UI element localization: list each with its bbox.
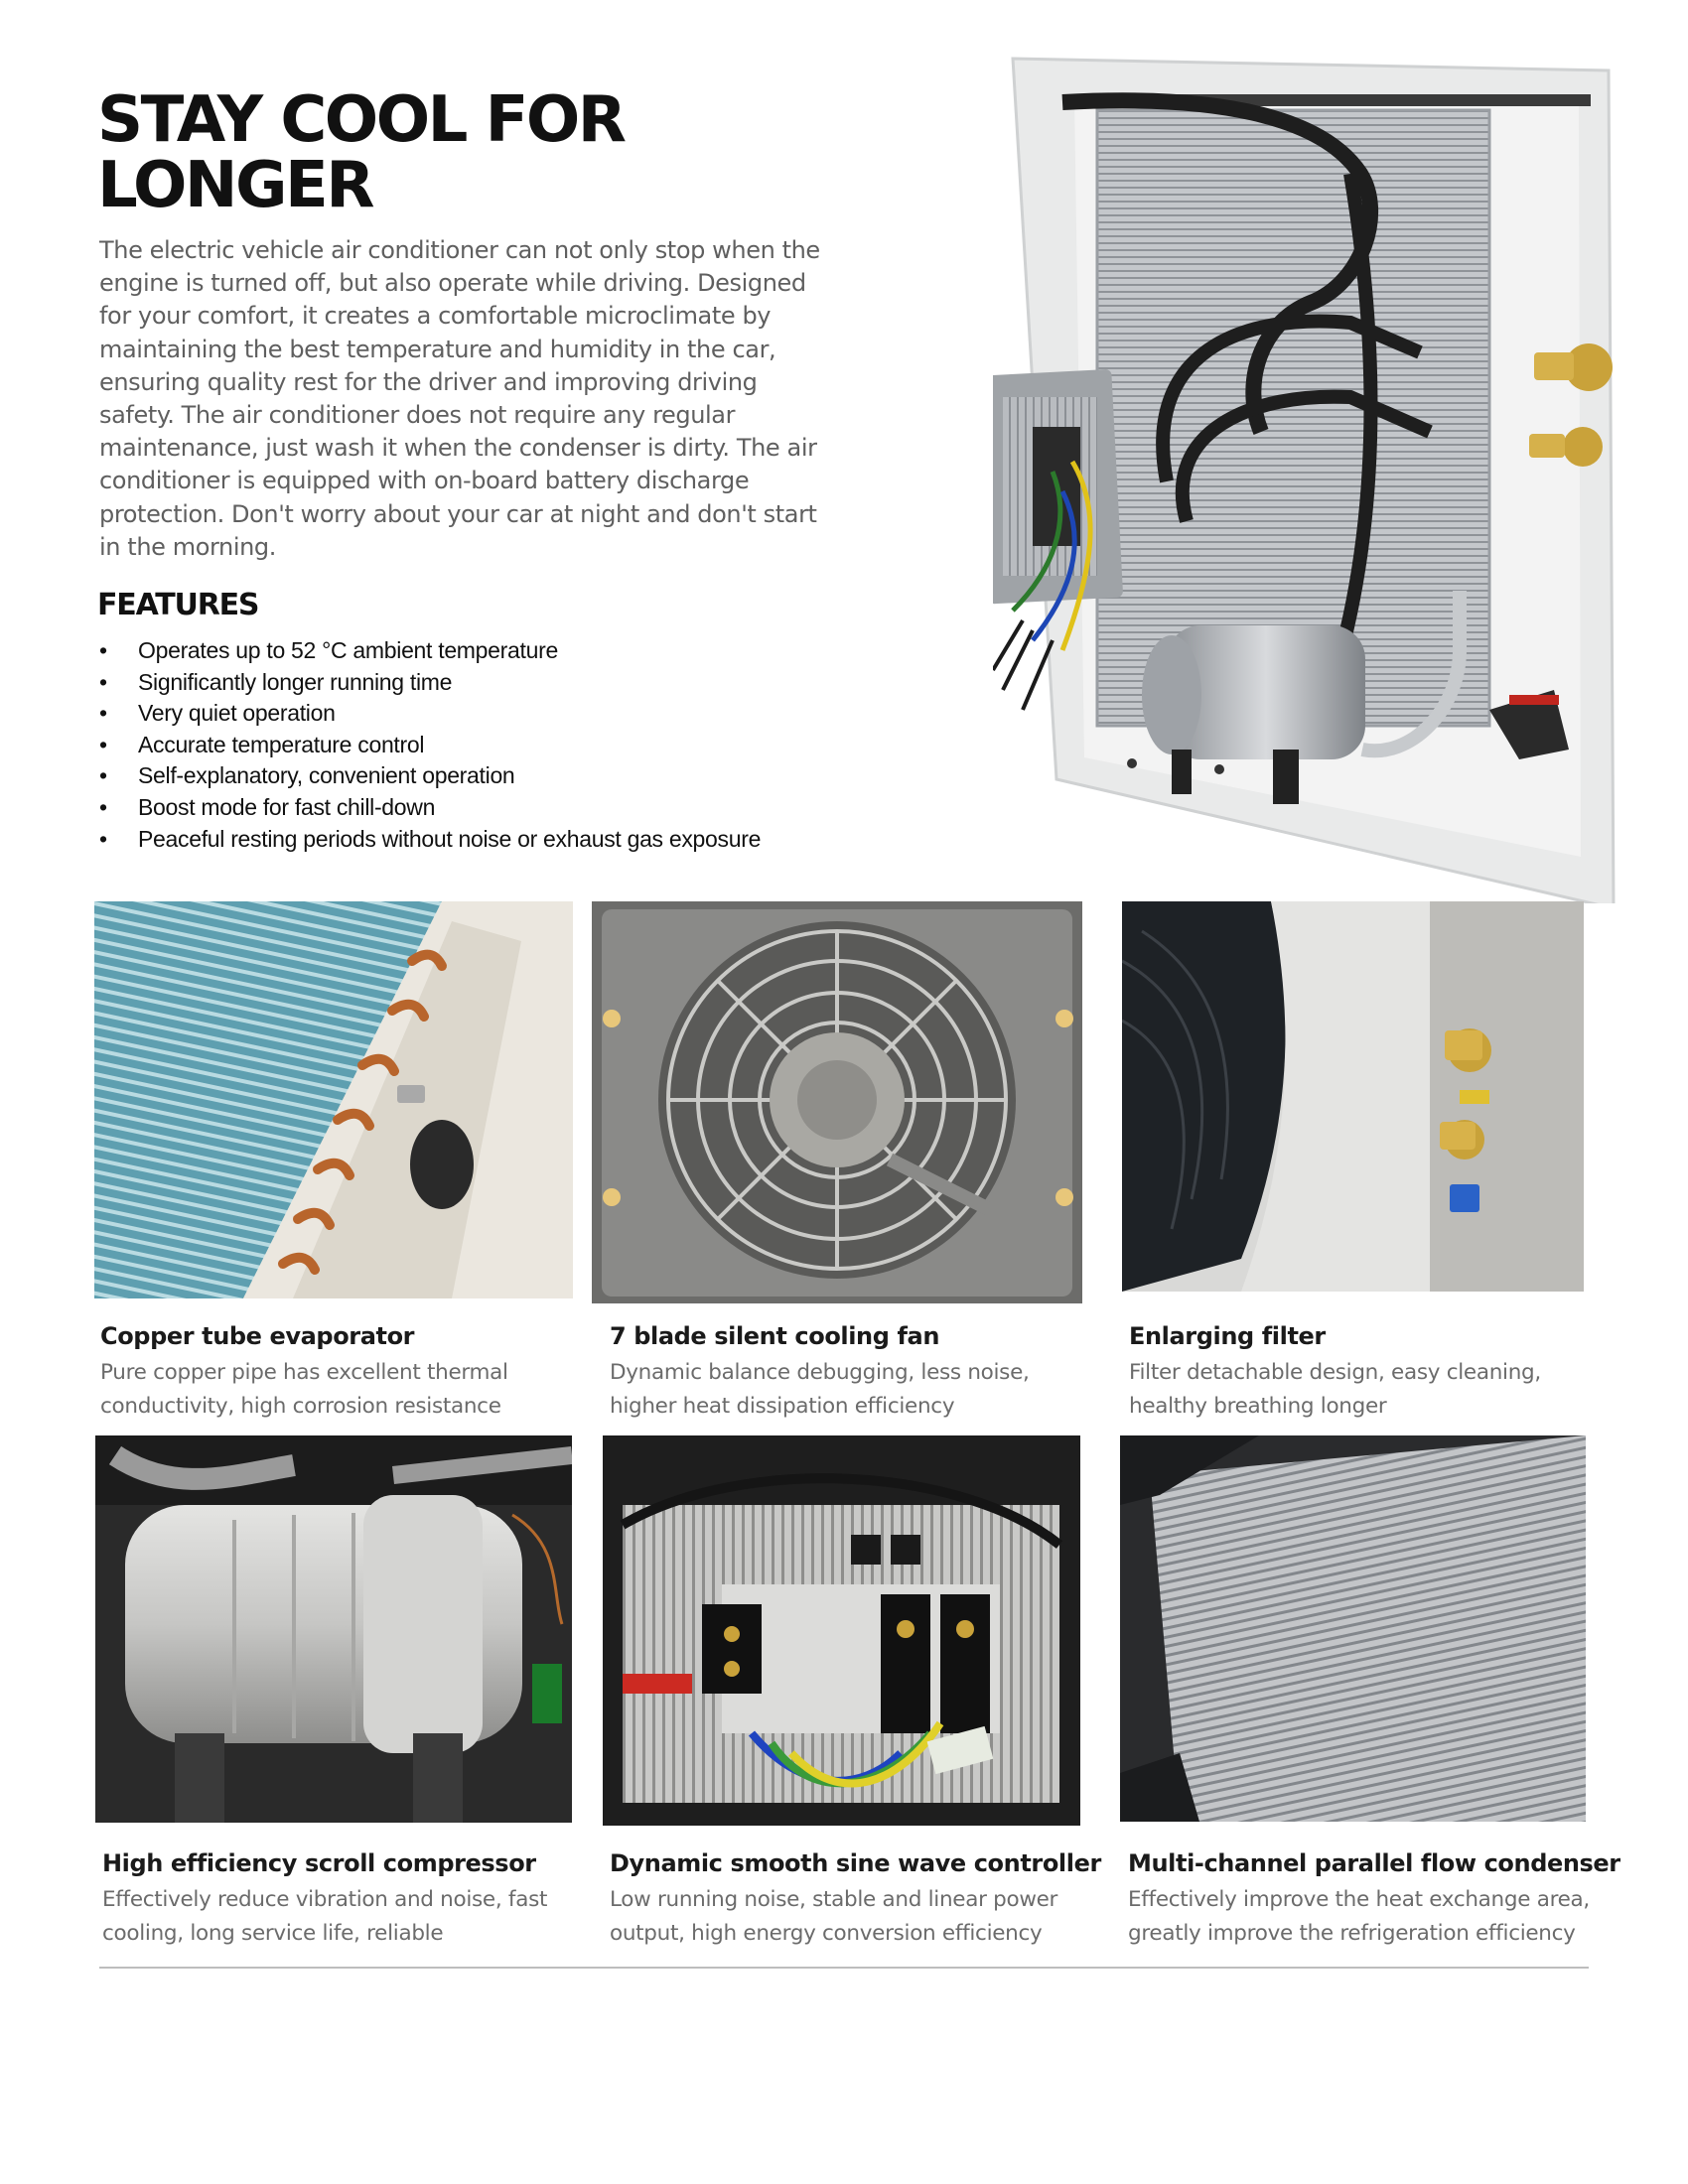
card-title: Multi-channel parallel flow condenser [1128,1849,1620,1877]
feature-item [97,667,852,699]
bullet-icon: • [99,793,107,820]
card-description: Effectively improve the heat exchange area, greatly improve the refrigeration efficiency [1128,1887,1590,1946]
card-description: Dynamic balance debugging, less noise, higher heat dissipation efficiency [610,1360,1030,1419]
feature-card-condenser [1128,1849,1620,1950]
feature-card-fan [610,1322,1076,1423]
card-title: High efficiency scroll compressor [102,1849,536,1877]
feature-item [97,730,852,761]
bullet-icon: • [99,762,107,789]
page-title-line-1: STAY COOL FOR [97,83,625,157]
evaporator-image [94,901,573,1298]
feature-text: Self-explanatory, convenient operation [138,762,515,789]
page-title [97,83,733,222]
feature-text: Significantly longer running time [138,668,453,695]
feature-text: Accurate temperature control [138,731,425,757]
compressor-image [95,1435,572,1823]
bullet-icon: • [99,668,107,695]
feature-item [97,792,852,824]
card-title: Copper tube evaporator [100,1322,415,1350]
card-description: Low running noise, stable and linear power output, high energy conversion efficiency [610,1887,1058,1946]
feature-card-evaporator [100,1322,567,1423]
bullet-icon: • [99,731,107,757]
intro-paragraph: The electric vehicle air conditioner can not only stop when the engine is turned off, but also operate while driving. Designed for your comfort, it creates a comfortable microclimate by maintaining the best temperature and humidity in the car, ensuring quality rest for the driver and improving driving safety. The air conditioner does not require any regular maintenance, just wash it when the condenser is dirty. The air conditioner is equipped with on-board battery discharge protection. Don't worry about your car at night and don't start in the morning. [99,236,820,561]
card-title: Enlarging filter [1129,1322,1326,1350]
feature-card-controller [610,1849,1101,1950]
condenser-image [1120,1435,1586,1822]
card-description: Filter detachable design, easy cleaning, healthy breathing longer [1129,1360,1541,1419]
card-description: Effectively reduce vibration and noise, fast cooling, long service life, reliable [102,1887,548,1946]
feature-text: Very quiet operation [138,700,336,727]
feature-card-filter [1129,1322,1596,1423]
card-description: Pure copper pipe has excellent thermal conductivity, high corrosion resistance [100,1360,508,1419]
feature-item [97,824,852,856]
bullet-icon: • [99,700,107,727]
bullet-icon: • [99,825,107,852]
card-title: 7 blade silent cooling fan [610,1322,939,1350]
controller-image [603,1435,1080,1826]
features-list [97,635,852,855]
feature-item [97,635,852,667]
cooling-fan-image [592,901,1082,1303]
bottom-divider [99,1967,1589,1969]
hero-product-image [993,55,1628,903]
bullet-icon: • [99,637,107,663]
feature-item [97,698,852,730]
filter-image [1122,901,1584,1292]
card-title: Dynamic smooth sine wave controller [610,1849,1101,1877]
features-heading: FEATURES [97,588,259,622]
feature-text: Operates up to 52 °C ambient temperature [138,637,558,663]
feature-card-compressor [102,1849,569,1950]
page-title-line-2: LONGER [97,149,372,222]
feature-text: Peaceful resting periods without noise or exhaust gas exposure [138,825,762,852]
feature-text: Boost mode for fast chill-down [138,793,436,820]
feature-item [97,760,852,792]
